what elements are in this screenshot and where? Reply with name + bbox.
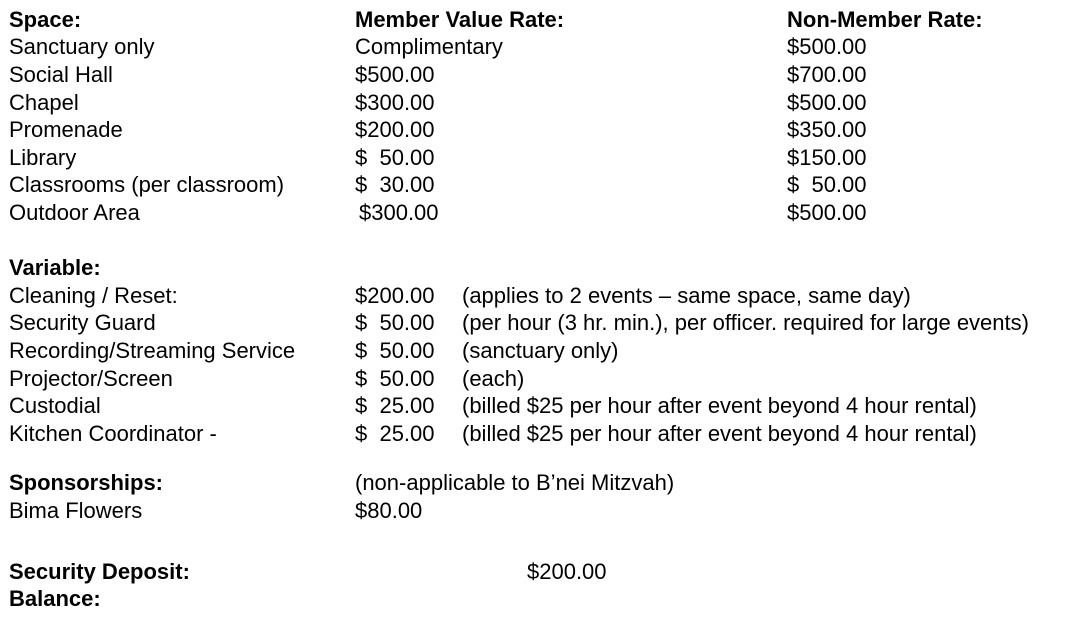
member-rate-header: Member Value Rate: [355, 7, 565, 32]
variable-name: Security Guard [9, 310, 156, 335]
balance-label: Balance: [9, 586, 101, 611]
space-nonmember-rate: $700.00 [787, 62, 867, 87]
space-header: Space: [9, 7, 82, 32]
variable-note: (each) [462, 366, 525, 391]
variable-note: (billed $25 per hour after event beyond 4 hour rental) [462, 393, 977, 418]
space-nonmember-rate: $500.00 [787, 90, 867, 115]
space-member-rate: $ 30.00 [355, 172, 435, 197]
space-member-rate: $500.00 [355, 62, 435, 87]
variable-price: $ 25.00 [355, 421, 435, 446]
variable-name: Kitchen Coordinator - [9, 421, 217, 446]
space-name: Library [9, 145, 77, 170]
nonmember-rate-header: Non-Member Rate: [787, 7, 983, 32]
variable-name: Recording/Streaming Service [9, 338, 296, 363]
space-nonmember-rate: $500.00 [787, 34, 867, 59]
space-member-rate: $300.00 [355, 90, 435, 115]
security-deposit-value: $200.00 [527, 559, 607, 584]
space-nonmember-rate: $500.00 [787, 200, 867, 225]
sponsorship-price: $80.00 [355, 498, 423, 523]
variable-name: Custodial [9, 393, 101, 418]
variable-note: (sanctuary only) [462, 338, 619, 363]
space-member-rate: $ 50.00 [355, 145, 435, 170]
space-nonmember-rate: $ 50.00 [787, 172, 867, 197]
space-name: Social Hall [9, 62, 113, 87]
variable-header: Variable: [9, 255, 101, 280]
space-name: Promenade [9, 117, 123, 142]
sponsorship-name: Bima Flowers [9, 498, 143, 523]
space-member-rate: $200.00 [355, 117, 435, 142]
space-member-rate: $300.00 [359, 200, 439, 225]
space-name: Outdoor Area [9, 200, 140, 225]
sponsorships-header: Sponsorships: [9, 470, 164, 495]
space-name: Classrooms (per classroom) [9, 172, 285, 197]
variable-name: Projector/Screen [9, 366, 173, 391]
space-nonmember-rate: $350.00 [787, 117, 867, 142]
variable-price: $200.00 [355, 283, 435, 308]
variable-note: (per hour (3 hr. min.), per officer. required for large events) [462, 310, 1029, 335]
space-nonmember-rate: $150.00 [787, 145, 867, 170]
space-member-rate: Complimentary [355, 34, 503, 59]
variable-note: (billed $25 per hour after event beyond 4 hour rental) [462, 421, 977, 446]
space-name: Chapel [9, 90, 79, 115]
security-deposit-label: Security Deposit: [9, 559, 190, 584]
variable-name: Cleaning / Reset: [9, 283, 178, 308]
space-name: Sanctuary only [9, 34, 155, 59]
variable-price: $ 50.00 [355, 366, 435, 391]
sponsorships-note: (non-applicable to B’nei Mitzvah) [355, 470, 675, 495]
variable-price: $ 25.00 [355, 393, 435, 418]
variable-price: $ 50.00 [355, 310, 435, 335]
variable-note: (applies to 2 events – same space, same day) [462, 283, 911, 308]
variable-price: $ 50.00 [355, 338, 435, 363]
